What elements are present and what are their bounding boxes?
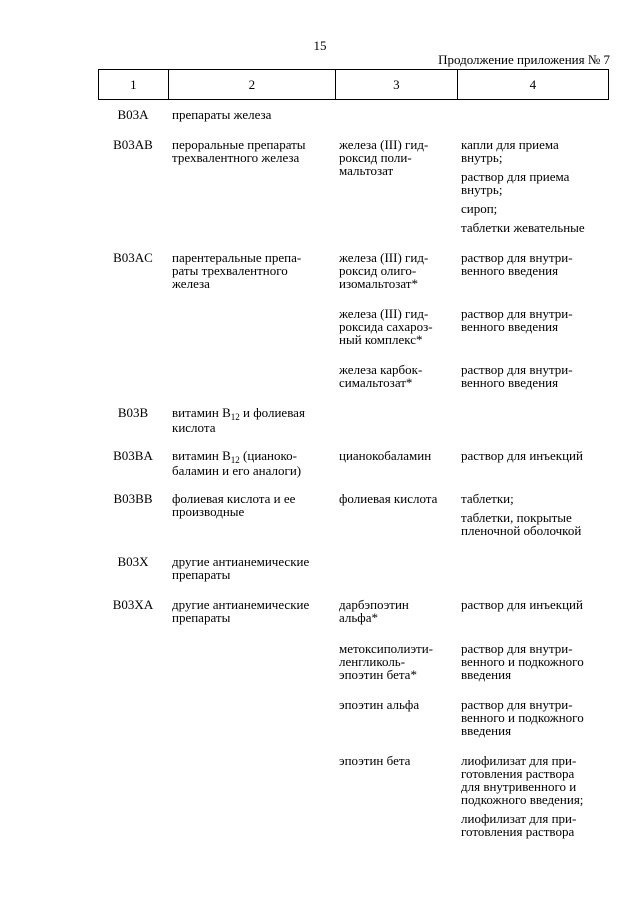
substance-line: роксида сахароз- xyxy=(339,319,433,334)
form-line: внутрь; xyxy=(461,182,503,197)
dosage-forms xyxy=(461,138,611,234)
form-line: введения xyxy=(461,667,512,682)
form-line: сироп; xyxy=(461,201,498,216)
form-line: введения xyxy=(461,723,512,738)
substance xyxy=(339,598,459,624)
name-line: другие антианемические xyxy=(172,597,310,612)
group-name xyxy=(172,555,336,581)
atc-code: B03A xyxy=(117,107,149,122)
atc-code: B03BA xyxy=(113,448,153,463)
substance xyxy=(339,754,459,767)
atc-code: B03B xyxy=(117,405,149,420)
header-col-2: 2 xyxy=(169,70,336,99)
substance-line: ленгликоль- xyxy=(339,654,406,669)
form-line: венного введения xyxy=(461,263,559,278)
form-line: готовления раствора xyxy=(461,766,575,781)
name-line: раты трехвалентного xyxy=(172,263,288,278)
form-line: раствор для внутри- xyxy=(461,306,573,321)
group-name xyxy=(172,406,336,434)
name-line: парентеральные препа- xyxy=(172,250,302,265)
form-line: внутрь; xyxy=(461,150,503,165)
substance-line: эпоэтин бета* xyxy=(339,667,417,682)
continuation-note: Продолжение приложения № 7 xyxy=(438,52,610,67)
group-name xyxy=(172,449,336,477)
name-line: железа xyxy=(172,276,210,291)
dosage-forms xyxy=(461,642,611,681)
substance xyxy=(339,363,459,389)
group-name xyxy=(172,492,336,518)
substance-line: роксид поли- xyxy=(339,150,412,165)
name-line: препараты xyxy=(172,567,231,582)
form-line: венного и подкожного xyxy=(461,710,584,725)
form-line: раствор для инъекций xyxy=(461,448,583,463)
form-line: венного введения xyxy=(461,375,559,390)
form-line: пленочной оболочкой xyxy=(461,523,582,538)
substance-line: симальтозат* xyxy=(339,375,413,390)
substance-line: фолиевая кислота xyxy=(339,491,438,506)
substance-line: железа (III) гид- xyxy=(339,137,429,152)
form-line: раствор для внутри- xyxy=(461,641,573,656)
form-line: раствор для инъекций xyxy=(461,597,583,612)
header-col-4: 4 xyxy=(529,76,537,92)
dosage-forms xyxy=(461,363,611,389)
form-line: таблетки, покрытые xyxy=(461,510,572,525)
table-header xyxy=(98,69,609,100)
form-line: раствор для внутри- xyxy=(461,697,573,712)
name-line: пероральные препараты xyxy=(172,137,306,152)
form-line: венного и подкожного xyxy=(461,654,584,669)
name-line: баламин и его аналоги) xyxy=(172,463,302,478)
dosage-form xyxy=(461,202,611,215)
substance-line: метоксиполиэти- xyxy=(339,641,434,656)
substance-line: роксид олиго- xyxy=(339,263,417,278)
substance xyxy=(339,307,459,346)
dosage-form xyxy=(461,812,611,838)
dosage-forms xyxy=(461,449,611,462)
form-line: таблетки жевательные xyxy=(461,220,585,235)
substance xyxy=(339,449,459,462)
group-name xyxy=(172,251,336,290)
substance-line: изомальтозат* xyxy=(339,276,418,291)
name-line: препараты железа xyxy=(172,107,272,122)
group-name xyxy=(172,598,336,624)
group-name xyxy=(172,138,336,164)
name-line: фолиевая кислота и ее xyxy=(172,491,296,506)
substance xyxy=(339,698,459,711)
atc-code: B03XA xyxy=(112,597,154,612)
name-line: витамин $B_{12}$ и фолиевая xyxy=(172,405,305,422)
atc-code: B03AB xyxy=(113,137,153,152)
dosage-forms xyxy=(461,754,611,838)
form-line: подкожного введения; xyxy=(461,792,584,807)
substance-line: железа (III) гид- xyxy=(339,306,429,321)
name-line: другие антианемические xyxy=(172,554,310,569)
form-line: для внутривенного и xyxy=(461,779,577,794)
substance-line: железа (III) гид- xyxy=(339,250,429,265)
substance-line: мальтозат xyxy=(339,163,394,178)
form-line: капли для приема xyxy=(461,137,559,152)
header-col-1: 1 xyxy=(99,70,169,99)
atc-code: B03X xyxy=(117,554,149,569)
form-line: раствор для приема xyxy=(461,169,570,184)
substance-line: цианокобаламин xyxy=(339,448,432,463)
substance-line: эпоэтин альфа xyxy=(339,697,420,712)
substance-line: альфа* xyxy=(339,610,378,625)
substance-line: дарбэпоэтин xyxy=(339,597,409,612)
name-line: витамин $B_{12}$ (цианоко- xyxy=(172,448,297,465)
group-name xyxy=(172,108,336,121)
dosage-form xyxy=(461,221,611,234)
form-line: готовления раствора xyxy=(461,824,575,839)
dosage-forms xyxy=(461,492,611,537)
dosage-forms xyxy=(461,698,611,737)
form-line: лиофилизат для при- xyxy=(461,753,577,768)
substance xyxy=(339,642,459,681)
dosage-forms xyxy=(461,251,611,277)
dosage-forms xyxy=(461,598,611,611)
dosage-form xyxy=(461,492,611,505)
atc-code: B03AC xyxy=(113,250,153,265)
substance xyxy=(339,138,459,177)
dosage-forms xyxy=(461,307,611,333)
page-number: 15 xyxy=(313,38,327,53)
name-line: производные xyxy=(172,504,245,519)
substance-line: эпоэтин бета xyxy=(339,753,411,768)
name-line: кислота xyxy=(172,420,216,435)
substance xyxy=(339,251,459,290)
dosage-form xyxy=(461,754,611,806)
substance-line: железа карбок- xyxy=(339,362,423,377)
dosage-form xyxy=(461,511,611,537)
name-line: препараты xyxy=(172,610,231,625)
dosage-form xyxy=(461,170,611,196)
name-line: трехвалентного железа xyxy=(172,150,300,165)
dosage-form xyxy=(461,138,611,164)
substance xyxy=(339,492,459,505)
form-line: венного введения xyxy=(461,319,559,334)
atc-code: B03BB xyxy=(113,491,153,506)
header-col-3: 3 xyxy=(336,70,458,99)
substance-line: ный комплекс* xyxy=(339,332,423,347)
form-line: таблетки; xyxy=(461,491,514,506)
form-line: раствор для внутри- xyxy=(461,362,573,377)
form-line: раствор для внутри- xyxy=(461,250,573,265)
form-line: лиофилизат для при- xyxy=(461,811,577,826)
